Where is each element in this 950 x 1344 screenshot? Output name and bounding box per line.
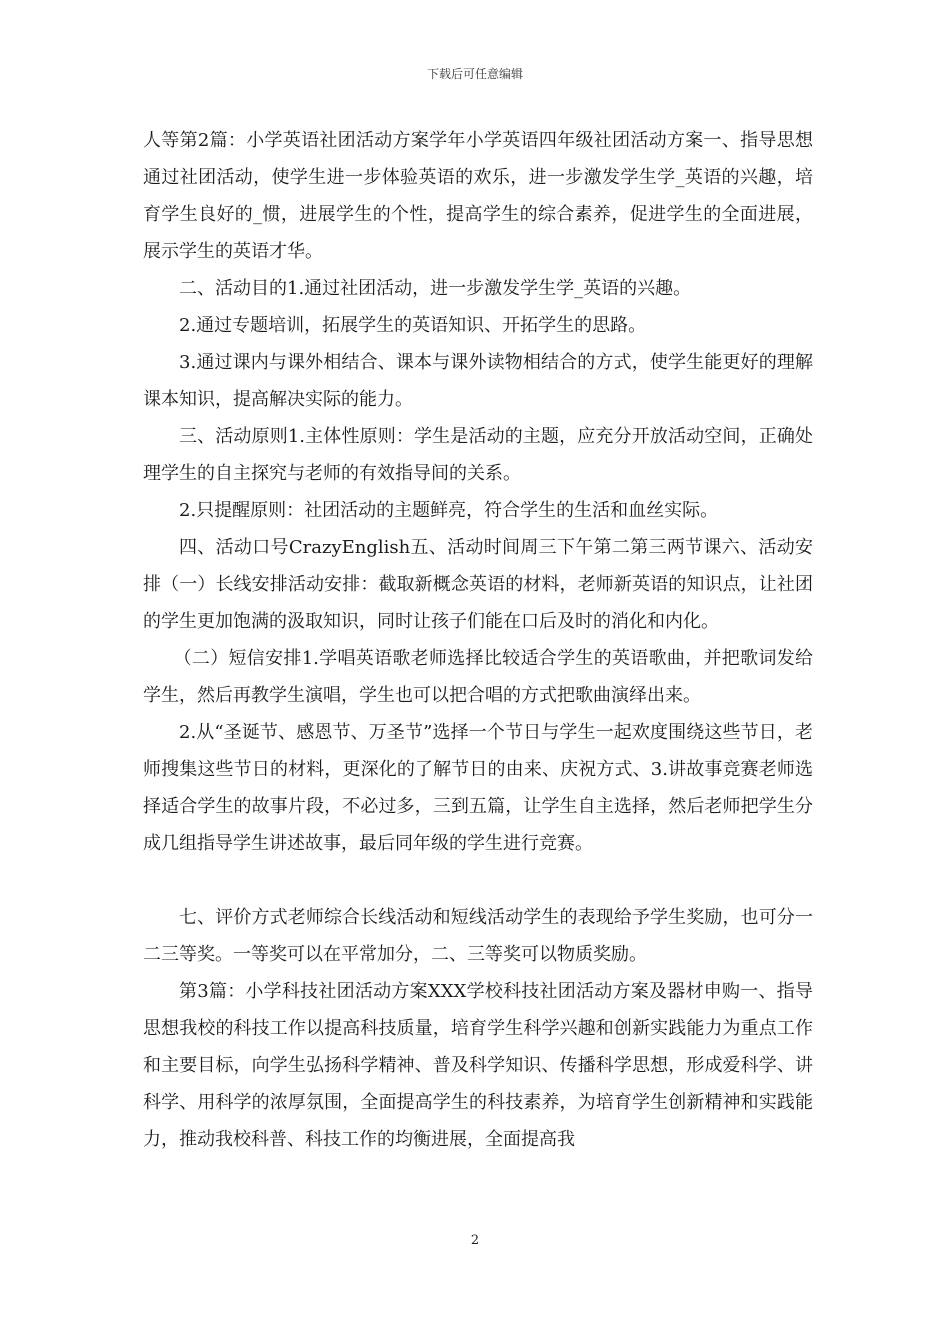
paragraph-1: 人等第2篇：小学英语社团活动方案学年小学英语四年级社团活动方案一、指导思想通过社团活动，使学生进一步体验英语的欢乐，进一步激发学生学_英语的兴趣，培育学生良好的_惯，进展学生的个性，提高学生的综合素养，促进学生的全面进展，展示学生的英语才华。 xyxy=(143,130,813,262)
paragraph-6: 2.只提醒原则：社团活动的主题鲜亮，符合学生的生活和血丝实际。 xyxy=(179,500,719,521)
page-header: 下载后可任意编辑 xyxy=(426,67,523,81)
paragraph-3: 2.通过专题培训，拓展学生的英语知识、开拓学生的思路。 xyxy=(179,315,647,336)
paragraph-11: 第3篇：小学科技社团活动方案XXX学校科技社团活动方案及器材申购一、指导思想我校的科技工作以提高科技质量，培育学生科学兴趣和创新实践能力为重点工作和主要目标，向学生弘扬科学精神、普及科学知识、传播科学思想，形成爱科学、讲科学、用科学的浓厚氛围，全面提高学生的科技素养，为培育学生创新精神和实践能力，推动我校科普、科技工作的均衡进展，全面提高我 xyxy=(143,981,813,1150)
document-body xyxy=(143,122,813,1158)
paragraph-10: 七、评价方式老师综合长线活动和短线活动学生的表现给予学生奖励，也可分一二三等奖。一等奖可以在平常加分，二、三等奖可以物质奖励。 xyxy=(143,907,813,965)
paragraph-9: 2.从“圣诞节、感恩节、万圣节”选择一个节日与学生一起欢度围绕这些节日，老师搜集这些节日的材料，更深化的了解节日的由来、庆祝方式、3.讲故事竞赛老师选择适合学生的故事片段，不必过多，三到五篇，让学生自主选择，然后老师把学生分成几组指导学生讲述故事，最后同年级的学生进行竞赛。 xyxy=(143,722,813,854)
paragraph-7: 四、活动口号CrazyEnglish五、活动时间周三下午第二第三两节课六、活动安排（一）长线安排活动安排：截取新概念英语的材料，老师新英语的知识点，让社团的学生更加饱满的汲取知识，同时让孩子们能在口后及时的消化和内化。 xyxy=(143,537,813,632)
paragraph-gap xyxy=(143,862,813,899)
paragraph-4: 3.通过课内与课外相结合、课本与课外读物相结合的方式，使学生能更好的理解课本知识，提高解决实际的能力。 xyxy=(143,352,813,410)
page-number: 2 xyxy=(470,1233,480,1248)
paragraph-8: （二）短信安排1.学唱英语歌老师选择比较适合学生的英语歌曲，并把歌词发给学生，然后再教学生演唱，学生也可以把合唱的方式把歌曲演绎出来。 xyxy=(143,648,813,706)
paragraph-5: 三、活动原则1.主体性原则：学生是活动的主题，应充分开放活动空间，正确处理学生的自主探究与老师的有效指导间的关系。 xyxy=(143,426,813,484)
paragraph-2: 二、活动目的1.通过社团活动，进一步激发学生学_英语的兴趣。 xyxy=(179,278,692,299)
